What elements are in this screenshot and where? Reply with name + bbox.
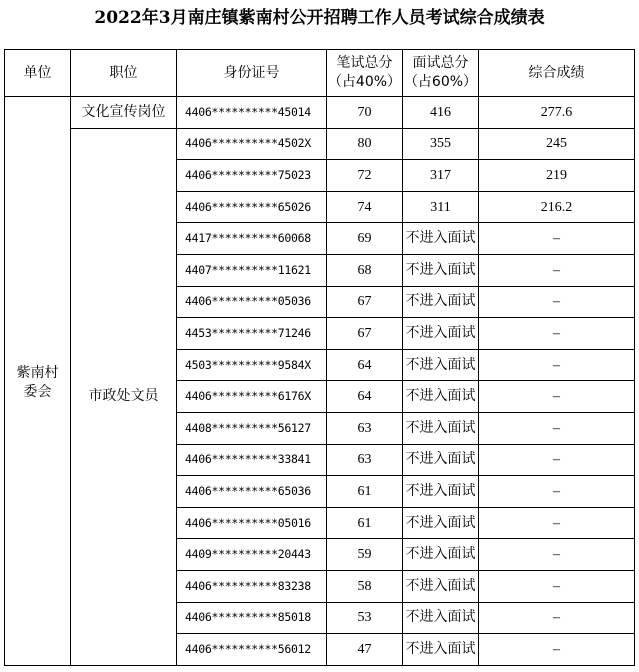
cell-interview: 不进入面试 [403, 349, 479, 381]
unit-line1: 紫南村 [16, 364, 59, 381]
cell-id: 4406**********33841 [177, 444, 327, 476]
cell-total: 245 [479, 128, 635, 160]
cell-total: 277.6 [479, 97, 635, 129]
cell-written: 53 [327, 602, 403, 634]
cell-interview: 不进入面试 [403, 570, 479, 602]
header-unit: 单位 [5, 50, 71, 97]
cell-total: – [479, 570, 635, 602]
cell-id: 4406**********45014 [177, 97, 327, 129]
header-written [327, 50, 403, 97]
cell-written: 59 [327, 539, 403, 571]
cell-written: 74 [327, 191, 403, 223]
cell-position: 市政处文员 [71, 128, 177, 665]
cell-total: 216.2 [479, 191, 635, 223]
cell-id: 4406**********4502X [177, 128, 327, 160]
cell-interview: 不进入面试 [403, 223, 479, 255]
table-row [5, 128, 635, 160]
cell-total: – [479, 254, 635, 286]
cell-written: 72 [327, 160, 403, 192]
cell-written: 70 [327, 97, 403, 129]
cell-id: 4406**********56012 [177, 634, 327, 666]
header-written-line2: （占40%） [327, 74, 402, 90]
cell-written: 64 [327, 349, 403, 381]
cell-total: – [479, 381, 635, 413]
cell-unit [5, 97, 71, 666]
cell-total: – [479, 507, 635, 539]
cell-id: 4406**********6176X [177, 381, 327, 413]
cell-interview: 不进入面试 [403, 444, 479, 476]
cell-position: 文化宣传岗位 [71, 97, 177, 129]
header-position: 职位 [71, 50, 177, 97]
cell-total: – [479, 223, 635, 255]
cell-interview: 311 [403, 191, 479, 223]
cell-id: 4406**********83238 [177, 570, 327, 602]
header-row [5, 50, 635, 97]
cell-written: 67 [327, 318, 403, 350]
cell-id: 4406**********65026 [177, 191, 327, 223]
cell-id: 4409**********20443 [177, 539, 327, 571]
cell-written: 80 [327, 128, 403, 160]
cell-id: 4453**********71246 [177, 318, 327, 350]
cell-interview: 不进入面试 [403, 602, 479, 634]
cell-interview: 317 [403, 160, 479, 192]
cell-id: 4408**********56127 [177, 412, 327, 444]
cell-total: – [479, 602, 635, 634]
cell-interview: 不进入面试 [403, 412, 479, 444]
cell-interview: 不进入面试 [403, 476, 479, 508]
score-table [4, 49, 635, 666]
cell-total: – [479, 318, 635, 350]
cell-total: – [479, 412, 635, 444]
cell-id: 4406**********65036 [177, 476, 327, 508]
cell-interview: 不进入面试 [403, 507, 479, 539]
cell-written: 69 [327, 223, 403, 255]
cell-written: 67 [327, 286, 403, 318]
cell-total: – [479, 539, 635, 571]
cell-id: 4406**********75023 [177, 160, 327, 192]
cell-written: 47 [327, 634, 403, 666]
header-total: 综合成绩 [479, 50, 635, 97]
cell-total: 219 [479, 160, 635, 192]
cell-written: 64 [327, 381, 403, 413]
cell-written: 68 [327, 254, 403, 286]
cell-total: – [479, 634, 635, 666]
page-title: 2022年3月南庄镇紫南村公开招聘工作人员考试综合成绩表 [94, 8, 545, 28]
cell-id: 4407**********11621 [177, 254, 327, 286]
cell-interview: 416 [403, 97, 479, 129]
header-written-line1: 笔试总分 [336, 55, 393, 71]
cell-written: 61 [327, 476, 403, 508]
cell-interview: 不进入面试 [403, 381, 479, 413]
cell-id: 4417**********60068 [177, 223, 327, 255]
header-interview-line2: （占60%） [403, 74, 478, 90]
cell-id: 4406**********85018 [177, 602, 327, 634]
cell-id: 4503**********9584X [177, 349, 327, 381]
header-interview-line1: 面试总分 [412, 55, 469, 71]
cell-written: 58 [327, 570, 403, 602]
cell-interview: 不进入面试 [403, 254, 479, 286]
header-interview [403, 50, 479, 97]
cell-interview: 不进入面试 [403, 318, 479, 350]
cell-interview: 不进入面试 [403, 539, 479, 571]
cell-written: 63 [327, 444, 403, 476]
cell-written: 63 [327, 412, 403, 444]
header-id: 身份证号 [177, 50, 327, 97]
cell-total: – [479, 444, 635, 476]
cell-id: 4406**********05016 [177, 507, 327, 539]
cell-total: – [479, 476, 635, 508]
cell-interview: 不进入面试 [403, 286, 479, 318]
cell-written: 61 [327, 507, 403, 539]
unit-line2: 委会 [23, 383, 52, 400]
cell-id: 4406**********05036 [177, 286, 327, 318]
cell-interview: 355 [403, 128, 479, 160]
cell-total: – [479, 349, 635, 381]
cell-interview: 不进入面试 [403, 634, 479, 666]
table-row [5, 97, 635, 129]
cell-total: – [479, 286, 635, 318]
